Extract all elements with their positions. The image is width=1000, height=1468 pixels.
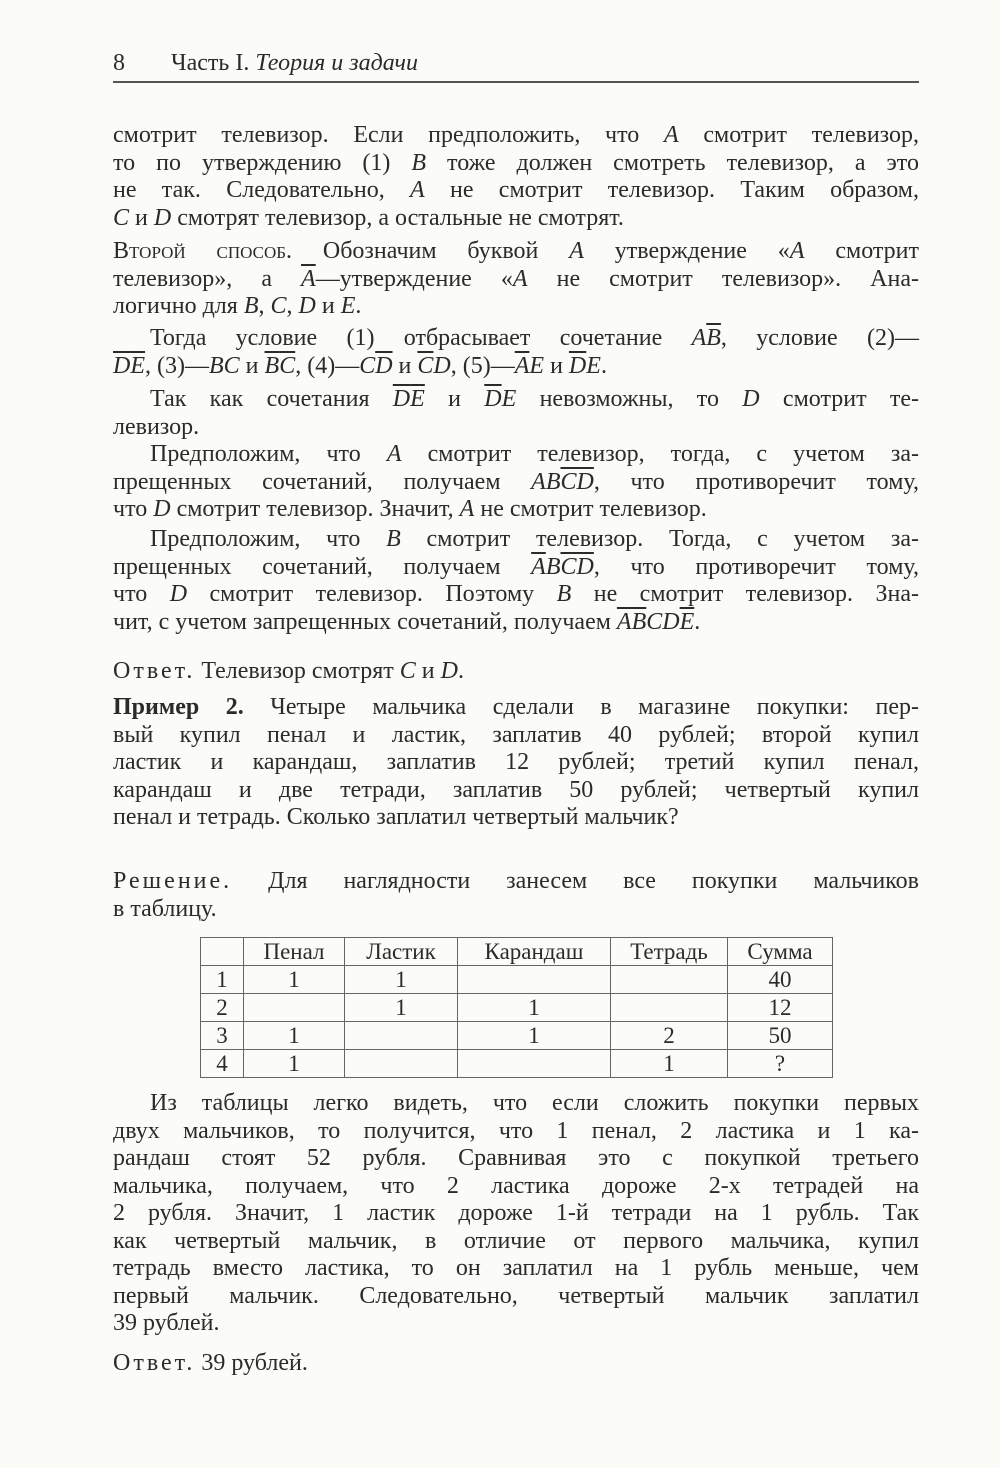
negated-variable: $\overline{B}$ [631, 608, 647, 635]
text-run: смотрит телевизор. Поэтому [187, 581, 557, 607]
section-label: Решение. [113, 868, 233, 894]
table-cell: 1 [244, 1022, 345, 1050]
text-run: 39 рублей. [113, 1310, 220, 1336]
negated-variable: $\overline{D}$ [113, 352, 131, 379]
purchases-table [200, 937, 833, 1078]
text-run: не смотрит телевизор. [474, 496, 707, 522]
math-variable: A [789, 238, 805, 264]
text-run: , [258, 293, 271, 319]
text-run: Так как сочетания [150, 386, 393, 412]
paragraph [113, 325, 919, 380]
table-header-cell [201, 938, 244, 966]
text-line [113, 1310, 919, 1338]
negated-variable: $\overline{D}$ [568, 352, 587, 379]
math-variable: E [340, 293, 356, 319]
text-line [113, 658, 919, 686]
text-run: смотрят телевизор, а остальные не смотрят. [171, 204, 624, 231]
text-line [113, 353, 919, 381]
text-line [113, 777, 919, 805]
math-variable: D [153, 204, 172, 231]
text-run: . [457, 658, 464, 684]
text-run: Предположим, что [150, 526, 387, 552]
text-run: смотрит телевизор. Тогда, с учетом за- [400, 526, 919, 552]
math-variable: D [153, 496, 171, 522]
negated-variable: $\overline{A}$ [514, 352, 530, 379]
text-run: . [600, 352, 607, 379]
negated-variable: $\overline{D}$ [484, 386, 502, 412]
table-cell: 1 [345, 994, 458, 1022]
text-run: рандаш стоят 52 рубля. Сравнивая это с покупкой третьего [113, 1145, 919, 1171]
text-line [113, 749, 919, 777]
text-run: не смотрит телевизор. Зна- [571, 581, 920, 607]
table-cell: 2 [201, 994, 244, 1022]
table-row [201, 994, 833, 1022]
text-run: что [113, 581, 170, 607]
text-run: то по утверждению (1) [113, 149, 412, 176]
text-run: не так. Следовательно, [113, 177, 411, 203]
paragraph [113, 1090, 919, 1338]
chapter-title: Теория и задачи [255, 50, 418, 76]
text-run: Из таблицы легко видеть, что если сложить покупки первых [150, 1090, 919, 1116]
negated-variable: $\overline{D}$ [375, 352, 393, 379]
text-line [113, 694, 919, 722]
text-line [113, 554, 919, 582]
math-variable: D [742, 386, 760, 412]
text-run: Для наглядности занесем все покупки мальчиков [232, 868, 919, 894]
text-line [113, 386, 919, 414]
math-variable: C [359, 352, 376, 379]
table-header-cell: Сумма [728, 938, 833, 966]
table-cell: 1 [611, 1050, 728, 1078]
text-run: первый мальчик. Следовательно, четвертый мальчик заплатил [113, 1282, 919, 1309]
text-line [113, 804, 919, 832]
text-line [113, 266, 919, 294]
text-line [113, 150, 919, 178]
math-variable: A [386, 441, 402, 467]
section-label: Ответ. [113, 658, 196, 684]
text-line [113, 526, 919, 554]
negated-variable: $\overline{D}$ [392, 386, 411, 412]
text-run: не смотрит телевизор». Ана- [527, 265, 919, 292]
text-run: и [424, 386, 485, 412]
math-variable: D [433, 352, 451, 379]
text-line [113, 238, 919, 266]
table-cell: 12 [728, 994, 833, 1022]
math-variable: B [545, 553, 561, 580]
page-header [113, 50, 418, 77]
math-variable: B [243, 293, 259, 319]
negated-variable: $\overline{C}$ [279, 352, 296, 379]
table-row [201, 966, 833, 994]
paragraph [113, 122, 919, 232]
text-run: смотрит телевизор. Значит, [170, 496, 460, 522]
negated-variable: $\overline{C}$ [417, 352, 434, 379]
table-header-cell: Тетрадь [611, 938, 728, 966]
math-variable: CD [646, 608, 680, 635]
table-cell: 1 [345, 966, 458, 994]
table-header-cell: Карандаш [458, 938, 611, 966]
text-line [113, 1090, 919, 1118]
text-run: и [544, 352, 569, 379]
text-line [113, 496, 919, 524]
negated-variable: $\overline{E}$ [410, 386, 425, 412]
negated-variable: $\overline{B}$ [706, 325, 721, 351]
table-cell: 50 [728, 1022, 833, 1050]
text-run: ластик и карандаш, заплатив 12 рублей; третий купил пенал, [113, 749, 919, 775]
text-run: тоже должен смотреть телевизор, а это [426, 149, 919, 176]
paragraph [113, 658, 919, 686]
math-variable: C [113, 204, 130, 231]
text-run: , что противоречит тому, [593, 468, 919, 495]
table-cell [458, 1050, 611, 1078]
negated-variable: $\overline{E}$ [679, 608, 695, 635]
table-header-cell: Пенал [244, 938, 345, 966]
text-run: Четыре мальчика сделали в магазине покупки: пер- [243, 694, 919, 720]
text-line [113, 1228, 919, 1256]
math-variable: B [556, 581, 572, 607]
text-run: тетрадь вместо ластика, то он заплатил на 1 рубль меньше, чем [113, 1255, 919, 1281]
table-cell: 2 [611, 1022, 728, 1050]
math-variable: A [512, 265, 528, 292]
text-run: и [129, 204, 154, 231]
method-label: Второй способ. [113, 238, 293, 264]
math-variable: E [529, 352, 545, 379]
math-variable: D [169, 581, 188, 607]
text-line [113, 581, 919, 609]
text-line [113, 293, 919, 321]
text-run: мальчика, получаем, что 2 ластика дороже 2-х тетрадей на [113, 1172, 919, 1199]
text-run: и [415, 658, 441, 684]
text-run: прещенных сочетаний, получаем [113, 468, 532, 495]
text-line [113, 1350, 919, 1378]
text-run: , что противоречит тому, [593, 553, 919, 580]
negated-variable: $\overline{C}$ [560, 553, 577, 580]
negated-variable: $\overline{E}$ [130, 352, 146, 379]
paragraph [113, 441, 919, 524]
negated-variable: $\overline{A}$ [531, 553, 546, 580]
paragraph [113, 238, 919, 321]
table-cell [611, 994, 728, 1022]
text-line [113, 1255, 919, 1283]
math-variable: A [459, 496, 475, 522]
math-variable: D [298, 293, 316, 319]
text-run: —утверждение « [315, 265, 513, 292]
text-run: смотрит телевизор. Если предположить, что [113, 122, 664, 148]
table-cell [345, 1050, 458, 1078]
paragraph [113, 386, 919, 441]
header-rule [113, 81, 919, 83]
text-run: утверждение « [583, 238, 790, 264]
text-line [113, 205, 919, 233]
text-run: смотрит телевизор, тогда, с учетом за- [401, 441, 919, 467]
text-line [113, 177, 919, 205]
text-line [113, 1200, 919, 1228]
text-line [113, 1118, 919, 1146]
negated-variable: $\overline{D}$ [576, 553, 594, 580]
text-run: Предположим, что [150, 441, 387, 467]
example-label: Пример 2. [113, 694, 244, 720]
text-run: , (3)— [145, 352, 209, 379]
text-run: смотрит телевизор, [678, 122, 920, 148]
text-run: смотрит [804, 238, 919, 264]
table-cell: 1 [458, 1022, 611, 1050]
text-run: , [286, 293, 299, 319]
math-variable: A [569, 238, 584, 264]
table-cell: ? [728, 1050, 833, 1078]
text-run: 2 рубля. Значит, 1 ластик дороже 1-й тетради на 1 рубль. Так [113, 1200, 919, 1226]
table-cell [611, 966, 728, 994]
table-cell: 1 [244, 1050, 345, 1078]
part-label: Часть I. [171, 50, 250, 76]
text-run: и [239, 352, 265, 379]
text-run: что [113, 496, 154, 522]
text-line [113, 325, 919, 353]
table-header-row [201, 938, 833, 966]
math-variable: C [399, 658, 416, 684]
text-run: , (4)— [295, 352, 360, 379]
page-number: 8 [113, 50, 125, 76]
math-variable: D [440, 658, 458, 684]
negated-variable: $\overline{A}$ [616, 608, 632, 635]
text-line [113, 1283, 919, 1311]
text-run: левизор. [113, 413, 200, 440]
text-run: смотрит те- [759, 386, 919, 412]
text-run: пенал и тетрадь. Сколько заплатил четвертый мальчик? [113, 804, 679, 830]
negated-variable: $\overline{D}$ [576, 468, 594, 495]
text-run: карандаш и две тетради, заплатив 50 рублей; четвертый купил [113, 776, 919, 803]
math-variable: E [586, 352, 601, 379]
table-cell: 4 [201, 1050, 244, 1078]
paragraph [113, 1350, 919, 1378]
text-run: . [694, 608, 701, 635]
text-run: 39 рублей. [195, 1350, 308, 1376]
table-cell [458, 966, 611, 994]
text-line [113, 441, 919, 469]
table-cell [244, 994, 345, 1022]
text-run: Телевизор смотрят [195, 658, 400, 684]
table-cell: 40 [728, 966, 833, 994]
text-line [113, 469, 919, 497]
text-run: не смотрит телевизор. Таким образом, [424, 177, 919, 203]
text-line [113, 868, 919, 896]
text-run: и [392, 352, 418, 379]
text-run: вый купил пенал и ластик, заплатив 40 рублей; второй купил [113, 721, 919, 748]
text-run: Тогда условие (1) отбрасывает сочетание [150, 325, 692, 351]
text-run: , (5)— [450, 352, 515, 379]
math-variable: B [386, 526, 401, 552]
math-variable: C [270, 293, 287, 319]
text-run: как четвертый мальчик, в отличие от первого мальчика, купил [113, 1227, 919, 1254]
math-variable: BC [209, 352, 240, 379]
text-line [113, 896, 919, 924]
text-line [113, 1173, 919, 1201]
paragraph [113, 694, 919, 832]
table-cell: 3 [201, 1022, 244, 1050]
table-cell: 1 [458, 994, 611, 1022]
text-run: . [355, 293, 362, 319]
text-line [113, 609, 919, 637]
text-line [113, 414, 919, 442]
math-variable: B [411, 149, 427, 176]
text-line [113, 722, 919, 750]
table-row [201, 1050, 833, 1078]
text-run: чит, с учетом запрещенных сочетаний, получаем [113, 608, 617, 635]
text-run: логично для [113, 293, 244, 319]
text-run: телевизор», а [113, 265, 302, 292]
text-run: в таблицу. [113, 895, 217, 922]
text-run: двух мальчиков, то получится, что 1 пенал, 2 ластика и 1 ка- [113, 1117, 919, 1144]
table-cell [345, 1022, 458, 1050]
text-run: и [315, 293, 341, 319]
text-line [113, 122, 919, 150]
paragraph [113, 868, 919, 923]
table-cell: 1 [244, 966, 345, 994]
negated-variable: $\overline{B}$ [264, 352, 280, 379]
text-run: Обозначим буквой [292, 238, 570, 264]
math-variable: AB [531, 468, 561, 495]
text-run: невозможны, то [516, 386, 743, 412]
math-variable: A [691, 325, 707, 351]
math-variable: E [501, 386, 517, 412]
table-row [201, 1022, 833, 1050]
negated-variable: $\overline{A}$ [301, 265, 316, 292]
table-cell: 1 [201, 966, 244, 994]
text-run: прещенных сочетаний, получаем [113, 553, 532, 580]
table-header-cell: Ластик [345, 938, 458, 966]
paragraph [113, 526, 919, 636]
math-variable: A [664, 122, 679, 148]
negated-variable: $\overline{C}$ [560, 468, 577, 495]
text-run: , условие (2)— [720, 325, 919, 351]
section-label: Ответ. [113, 1350, 196, 1376]
text-line [113, 1145, 919, 1173]
math-variable: A [410, 177, 425, 203]
